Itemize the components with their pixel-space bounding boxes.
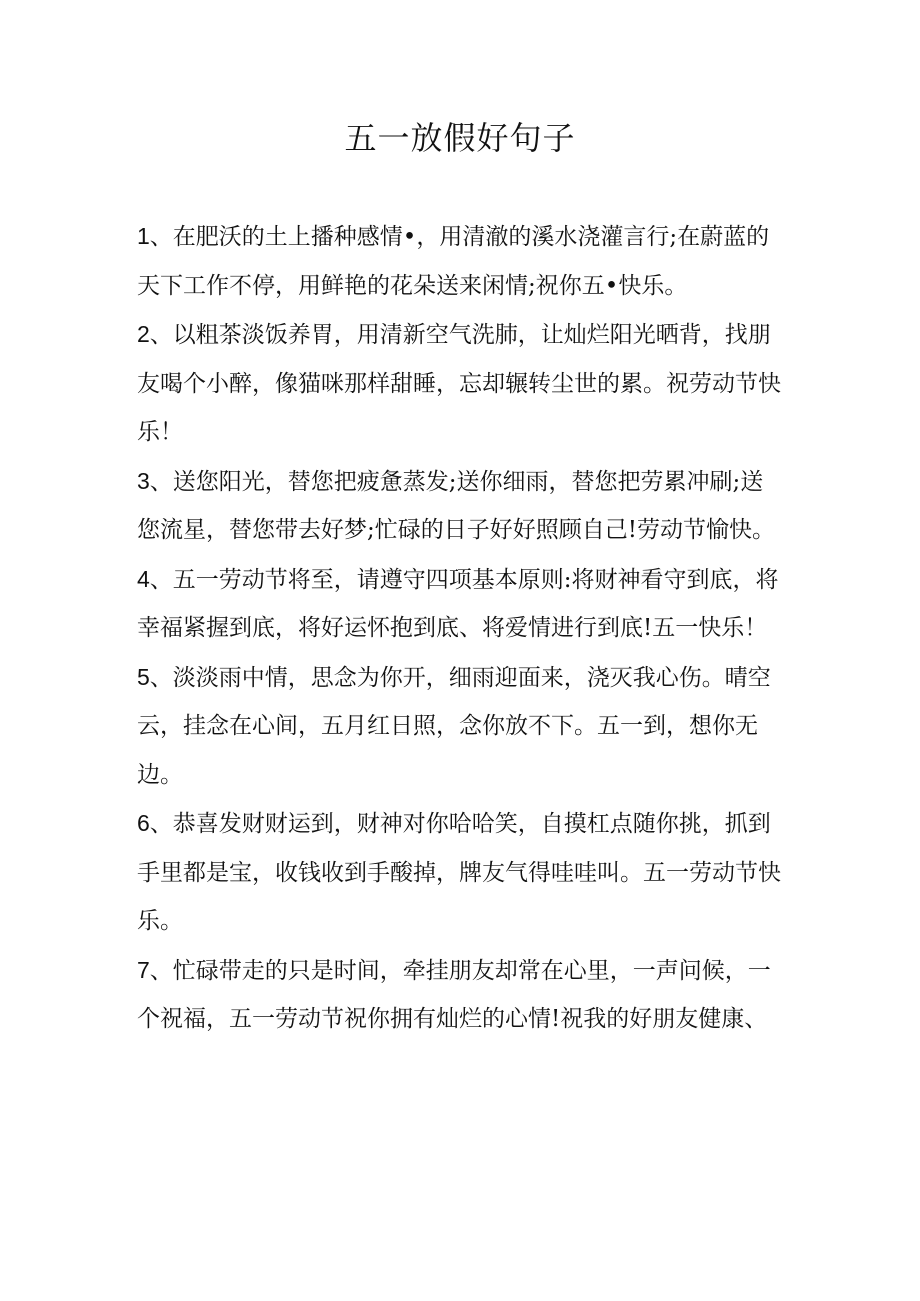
item-number: 6 [137,810,150,836]
list-item [137,946,782,1044]
list-item [137,799,782,946]
item-number: 3 [137,467,150,494]
item-number: 7 [137,956,150,983]
item-text: 、五一劳动节将至，请遵守四项基本原则:将财神看守到底，将幸福紧握到底，将好运怀抱到底、将爱情进行到底!五一快乐！ [137,566,779,641]
item-text: 、以粗茶淡饭养胃，用清新空气洗肺，让灿烂阳光晒背，找朋友喝个小醉，像猫咪那样甜睡，忘却辗转尘世的累。祝劳动节快乐！ [137,322,781,445]
item-text: 、送您阳光，替您把疲惫蒸发;送你细雨，替您把劳累冲刷;送您流星，替您带去好梦;忙碌的日子好好照顾自己!劳动节愉快。 [137,468,775,543]
item-text: 、忙碌带走的只是时间，牵挂朋友却常在心里，一声问候，一个祝福，五一劳动节祝你拥有灿烂的心情!祝我的好朋友健康、 [137,957,771,1032]
list-item [137,310,782,457]
list-item [137,653,782,800]
item-text: 、淡淡雨中情，思念为你开，细雨迎面来，浇灭我心伤。晴空云，挂念在心间，五月红日照，念你放不下。五一到，想你无边。 [137,664,771,788]
page-title: 五一放假好句子 [344,119,576,157]
item-number: 5 [137,663,150,690]
item-number: 4 [137,565,150,592]
list-item [137,212,782,310]
list-item [137,555,782,653]
item-number: 2 [137,321,150,347]
item-number: 1 [137,223,150,249]
item-text: 、在肥沃的土上播种感情•，用清澈的溪水浇灌言行;在蔚蓝的天下工作不停，用鲜艳的花朵送来闲情;祝你五•快乐。 [137,224,770,299]
list-item [137,457,782,555]
greeting-list [137,212,782,1044]
item-text: 、恭喜发财财运到，财神对你哈哈笑，自摸杠点随你挑，抓到手里都是宝，收钱收到手酸掉，牌友气得哇哇叫。五一劳动节快乐。 [137,811,781,934]
